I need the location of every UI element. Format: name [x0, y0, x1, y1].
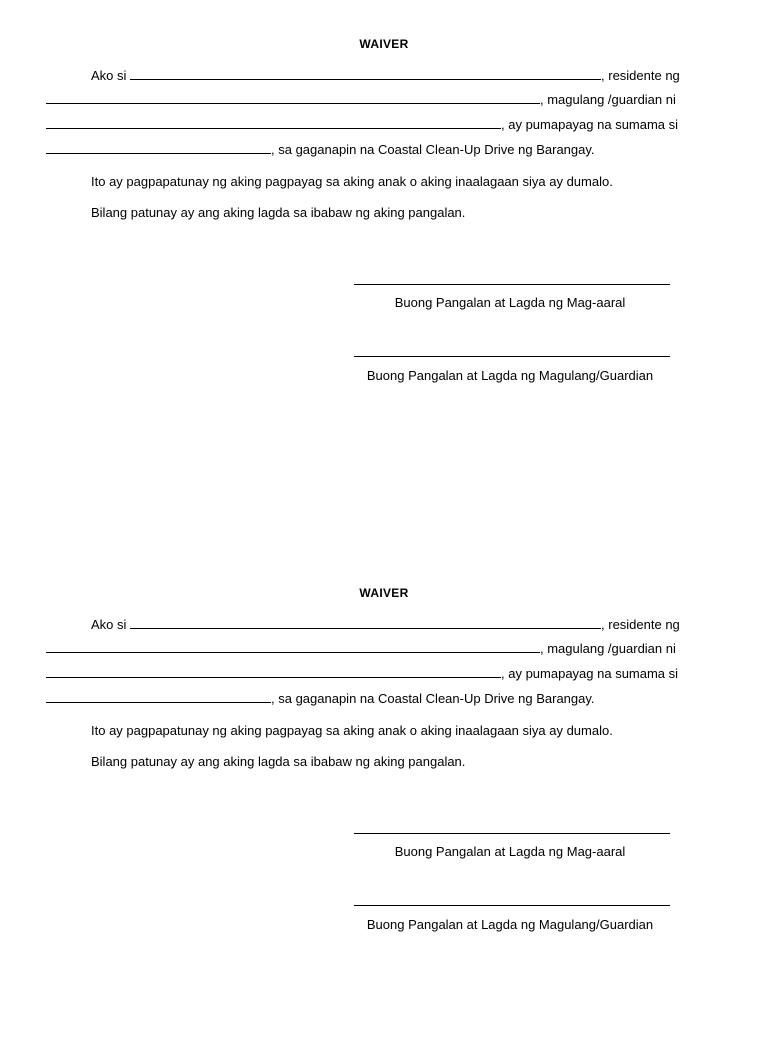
waiver-line-student: [46, 117, 678, 133]
student-signature-caption: Buong Pangalan at Lagda ng Mag-aaral: [394, 844, 626, 859]
guardian-name-blank[interactable]: [130, 617, 601, 629]
waiver-title: WAIVER: [359, 37, 409, 51]
residence-label: , residente ng: [601, 68, 680, 83]
student-signature-line[interactable]: [354, 833, 670, 834]
guardian-label: , magulang /guardian ni: [540, 641, 676, 656]
waiver-form-2: [0, 549, 768, 1049]
guardian-signature-caption: Buong Pangalan at Lagda ng Magulang/Guardian: [366, 368, 654, 383]
waiver-line-residence: [46, 641, 676, 657]
signature-statement: Bilang patunay ay ang aking lagda sa ibabaw ng aking pangalan.: [91, 754, 466, 769]
waiver-line-name: [91, 68, 680, 84]
guardian-name-blank[interactable]: [130, 68, 601, 80]
consent-paragraph: Ito ay pagpapatunay ng aking pagpayag sa aking anak o aking inaalagaan siya ay dumalo.: [91, 723, 613, 738]
participant-blank[interactable]: [46, 691, 271, 703]
guardian-signature-line[interactable]: [354, 905, 670, 906]
name-prefix: Ako si: [91, 68, 131, 83]
signature-statement: Bilang patunay ay ang aking lagda sa ibabaw ng aking pangalan.: [91, 205, 466, 220]
waiver-line-event: [46, 691, 595, 707]
waiver-line-student: [46, 666, 678, 682]
event-label: , sa gaganapin na Coastal Clean-Up Drive ng Barangay.: [271, 691, 595, 706]
waiver-line-event: [46, 142, 595, 158]
student-signature-caption: Buong Pangalan at Lagda ng Mag-aaral: [394, 295, 626, 310]
waiver-form-1: [0, 0, 768, 500]
waiver-line-residence: [46, 92, 676, 108]
residence-label: , residente ng: [601, 617, 680, 632]
consent-paragraph: Ito ay pagpapatunay ng aking pagpayag sa aking anak o aking inaalagaan siya ay dumalo.: [91, 174, 613, 189]
residence-blank[interactable]: [46, 92, 540, 104]
event-label: , sa gaganapin na Coastal Clean-Up Drive ng Barangay.: [271, 142, 595, 157]
student-signature-line[interactable]: [354, 284, 670, 285]
consent-label: , ay pumapayag na sumama si: [501, 666, 679, 681]
guardian-signature-line[interactable]: [354, 356, 670, 357]
student-name-blank[interactable]: [46, 117, 501, 129]
consent-label: , ay pumapayag na sumama si: [501, 117, 679, 132]
name-prefix: Ako si: [91, 617, 131, 632]
waiver-title: WAIVER: [359, 586, 409, 600]
participant-blank[interactable]: [46, 142, 271, 154]
student-name-blank[interactable]: [46, 666, 501, 678]
guardian-label: , magulang /guardian ni: [540, 92, 676, 107]
waiver-line-name: [91, 617, 680, 633]
guardian-signature-caption: Buong Pangalan at Lagda ng Magulang/Guardian: [366, 917, 654, 932]
residence-blank[interactable]: [46, 641, 540, 653]
